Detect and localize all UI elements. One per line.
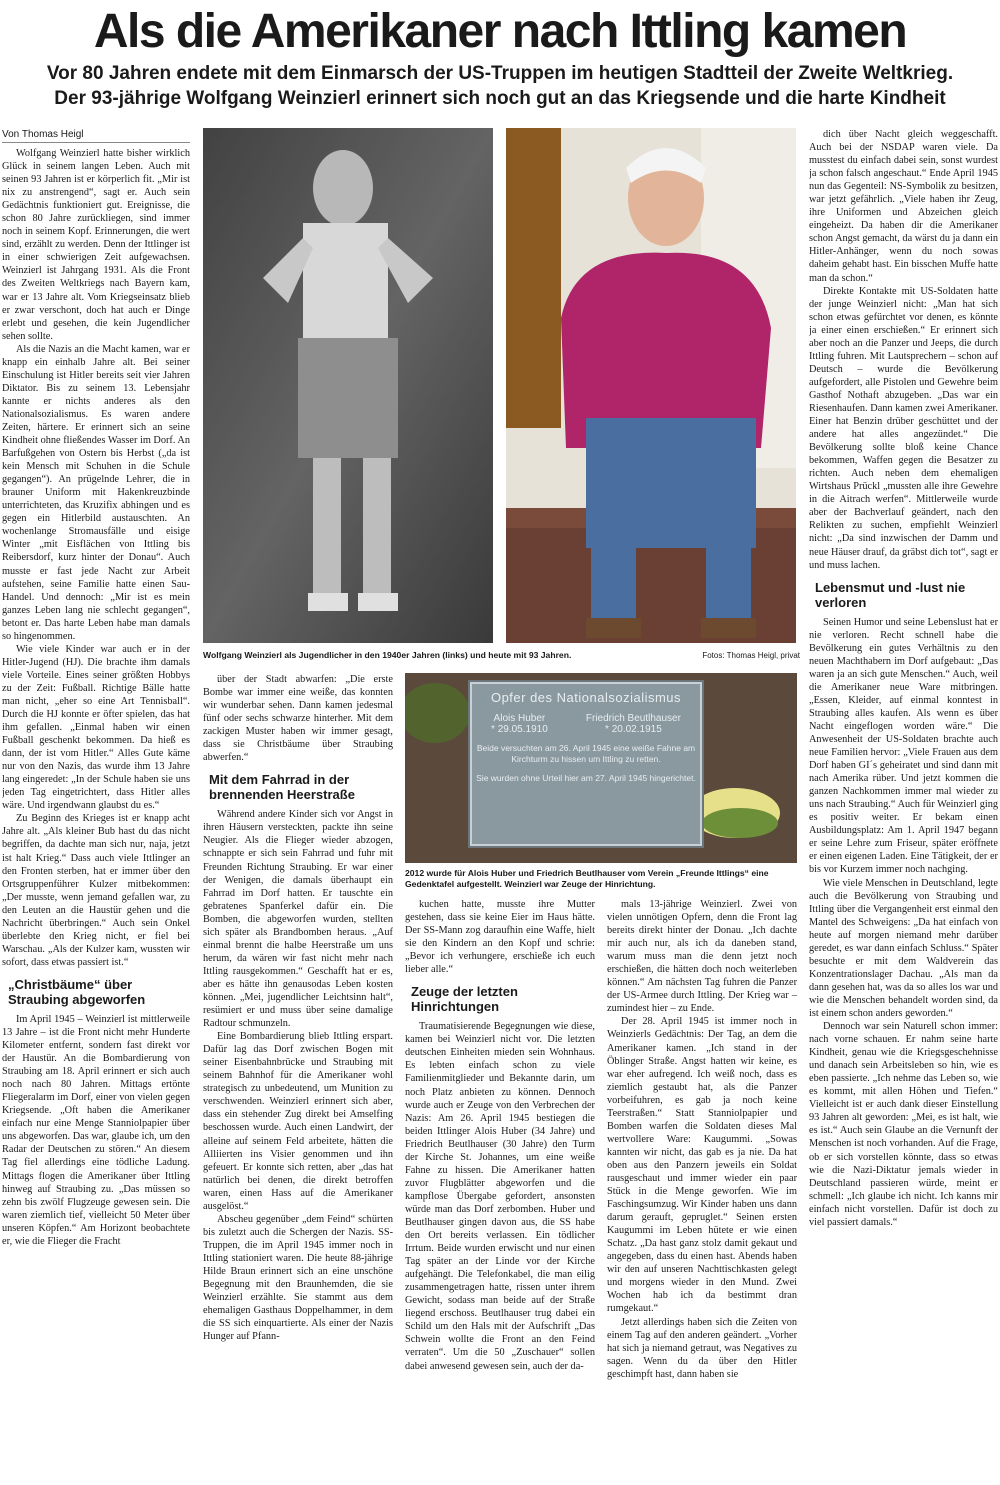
paragraph: Traumatisierende Begegnungen wie diese, kamen bei Weinzierl nicht vor. Die letzten deutschen Einheiten mieden sein Wohnhaus. Es lebten einfach schon zu viele Familienmitglieder und Bekannte darin, um noch Platz anbieten zu können. Dennoch wurde auch er Zeuge von den Verbrechen der Nazis: Am 26. April 1945 bestiegen die beiden Ittlinger Alois Huber (34 Jahre) und Friedrich Beutlhauser (30 Jahre) den Turm der Kirche St. Johannes, um eine weiße Fahne zu hissen. Die Amerikaner hatten zuvor Flugblätter abgeworfen und die kampflose Übergabe gefordert, ansonsten würde man das Dorf zerbomben. Huber und Beutlhauser gingen davon aus, die SS habe den Ort bereits verlassen. Ein tödlicher Irrtum. Beide wurden erwischt und nur einen Tag später an der Linde vor der Kirche aufgehängt. Die Telefonkabel, die man eilig zusammengetragen hatte, rissen unter ihrem Gewicht, sodass man beide auf der Straße liegend erschoss. Beutlhauser trug dabei ein Schild um den Hals mit der Aufschrift „Das Schwein wollte die Front an den Feind verraten“. Um die 50 „Zuschauer“ sollen dabei anwesend gewesen sein, auch der da- [405, 1021, 595, 1372]
subheading-zeuge: Zeuge der letzten Hinrichtungen [411, 984, 518, 1015]
paragraph: kuchen hatte, musste ihre Mutter gestehen, dass sie keine Eier im Haus hätte. Der SS-Mann zog daraufhin eine Waffe, hielt sie den Kindern an den Kopf und schrie: „Bevor ich verhungere, erschieße ich euch lieber alle.“ [405, 899, 595, 976]
plaque-date-1: * 29.05.1910 [491, 724, 548, 735]
subheadline-1: Vor 80 Jahren endete mit dem Einmarsch der US-Truppen im heutigen Stadtteil der Zweite Weltkrieg. [46, 63, 954, 84]
photo-credit: Fotos: Thomas Heigl, privat [702, 651, 800, 660]
memorial-plaque [470, 682, 702, 846]
plaque-caption: 2012 wurde für Alois Huber und Friedrich Beutlhauser vom Verein „Freunde Ittlings“ eine Gedenktafel aufgestellt. Weinzierl war Zeuge der Hinrichtung. [405, 868, 769, 889]
photo-weinzierl-today [506, 128, 796, 643]
plaque-date-2: * 20.02.1915 [605, 724, 662, 735]
paragraph: Wie viele Menschen in Deutschland, legte auch die Bevölkerung von Straubing und Ittling über die Vergangenheit erst einmal den Mantel des Schweigens: „Da hat einfach von heute auf morgen niemand mehr darüber geredet, es war dann einfach Schluss.“ Später besuchte er mit dem Waldverein das Konzentrationslager Dachau. „Als man da dann gesehen hat, was da so alles los war und wie die Menschen behandelt worden sind, da ist einem schon anders geworden.“ [809, 877, 998, 1019]
article-column-3 [405, 898, 595, 1475]
plaque-title: Opfer des Nationalsozialismus [490, 690, 682, 705]
article-column-4 [607, 898, 797, 1475]
paragraph: Der 28. April 1945 ist immer noch in Weinzierls Gedächtnis: Der Tag, an dem die Amerikaner kamen. „Ich stand in der Öblinger Straße. Angst hatten wir keine, es war eher aufregend. Ich weiß noch, dass es ziemlich gestaubt hat, als die Panzer vorbeifuhren, es gab ja noch keine Teerstraßen.“ Statt Stanniolpapier und Bomben warfen die Soldaten dieses Mal wertvollere Ware: Kaugummi. „Sowas kannten wir nicht, das gab es ja nie. Da hat oben aus den Panzern jeweils ein Soldat rausgeschaut und immer wieder ein paar Stück in die Menge geworfen. Wie im Faschingsumzug. Wir Kinder haben uns dann darum gerauft, gepruglet.“ Seinen ersten Kaugummi im Leben hütete er wie einen Schatz. „Da hast ganz stolz damit gekaut und angegeben, dass du einen hast. Abends haben wir den auf unseren Nachttischkasten gelegt und morgens wieder in den Mund. Zwei Wochen hab ich da bestimmt dran rumgekaut.“ [607, 1016, 797, 1315]
paragraph: dich über Nacht gleich weggeschafft. Auch bei der NSDAP waren viele. Da musstest du einfach dabei sein, sonst wurdest ja schon falsch angeschaut.“ Ende April 1945 nun das Gegenteil: NS-Symbolik zu besitzen, war jetzt gefährlich. „Viele haben ihr Zeug, ihre Uniformen und Abzeichen gleich eingeheizt. Da haben dir die Amerikaner schon Angst gemacht, da wärst du ja dann ein Hitler-Anhänger, wenn du noch sowas daheim gehabt hast. Ein bisschen Muffe hatte man da schon.“ [809, 129, 998, 284]
photo-young-weinzierl [203, 128, 493, 643]
byline: Von Thomas Heigl [2, 128, 190, 143]
subheading-lebensmut: Lebensmut und -lust nie verloren [815, 579, 966, 610]
article-column-1 [2, 128, 190, 1474]
plaque-name-2: Friedrich Beutlhauser [585, 713, 681, 724]
article-column-5 [809, 128, 998, 1475]
paragraph: Jetzt allerdings haben sich die Zeiten von einem Tag auf den anderen geändert. „Vorher hat sich ja niemand getraut, was Negatives zu sagen. Wenn du da über den Hitler geschimpft hast, dann haben sie [607, 1316, 797, 1380]
headline: Als die Amerikaner nach Ittling kamen [93, 5, 907, 58]
article-column-2 [203, 673, 393, 1475]
plaque-name-1: Alois Huber [493, 713, 546, 724]
subheading-christbaeume: „Christbäume“ über Straubing abgeworfen [8, 976, 146, 1007]
paragraph: Direkte Kontakte mit US-Soldaten hatte der junge Weinzierl nicht: „Man hat sich schon etwas gefürchtet vor denen, es könnte ja einer einen erschießen.“ Er erinnert sich aber noch an die Panzer und Jeeps, die durch Ittling fuhren. Mit Lautsprechern – schon auf Deutsch – wurde die Bevölkerung aufgefordert, alle Pistolen und Gewehre beim Gasthof Nothaft abzugeben. „Das war ein Riesenhaufen. Dann kamen zwei Amerikaner. Einer hat Benzin drüber geschüttet und der andere hat alles angezündet.“ Die Bevölkerung sollte bloß keine Chance bekommen, Waffen gegen die Besatzer zu richten. Auch neben dem ehemaligen Wirtshaus Prückl „mussten alle ihre Gewehre in die Aitrach werfen“. Mittlerweile wurde aber der Bachverlauf geändert, nach den Relikten zu suchen, empfiehlt Weinzierl nicht: „Da sind inzwischen der Damm und neue Häuser drauf, da gräbst dich tot“, sagt er und muss lachen. [809, 285, 998, 571]
paragraph: mals 13-jährige Weinzierl. Zwei von vielen unnötigen Opfern, denn die Front lag bereits direkt hinter der Donau. „Ich dachte mir auch nur, als ich da daneben stand, warum muss man die denn jetzt noch erschießen, die hätten doch noch weiterleben können.“ Am nächsten Tag fuhren die Panzer der US-Armee durch Ittling. Der Krieg war – zumindest hier – zu Ende. [607, 899, 797, 1015]
paragraph: Zu Beginn des Krieges ist er knapp acht Jahre alt. „Als kleiner Bub hast du das nicht begriffen, da dachte man sich nur, naja, jetzt ist halt Krieg.“ Dass auch viele Ittlinger an den Fronten sterben, hat er immer über den Ortsgruppenführer Kulzer mitbekommen: „Der musste, wenn jemand gefallen war, zu den Leuten an die Haustür gehen und die Nachricht überbringen.“ Auch sein Onkel überlebte den Krieg nicht, er fiel bei Warschau. „Als der Kulzer kam, wussten wir sofort, dass etwas passiert ist.“ [2, 813, 190, 968]
paragraph: Wie viele Kinder war auch er in der Hitler-Jugend (HJ). Die brachte ihm damals viele Vorteile. Eines seiner größten Hobbys zu der Zeit: Fußball. Richtige Bälle hatte man nicht, „eher so eine Art Tennisball“. Durch die HJ konnte er öfter spielen, das hat ihm gefallen. „Einmal haben wir einen Fußball geschenkt bekommen. Da hieß es dann, der ist vom Hitler.“ Alles Gute käme nur von den Nazis, das wurde ihm 13 Jahre lang eingeredet: „In der Schule haben sie uns jeden Tag eingetrichtert, dass Hitler alles wäre. Und irgendwann glaubst du es.“ [2, 643, 190, 812]
paragraph: Eine Bombardierung blieb Ittling erspart. Dafür lag das Dorf zwischen Bogen mit seiner Eisenbahnbrücke und Straubing mit seinem Bahnhof für die Amerikaner wohl strategisch zu unbedeutend, um Munition zu verschwenden. Weinzierl erinnert sich aber, dass ein stehender Zug direkt bei Amselfing beschossen wurde. Auch einen Landwirt, der alleine auf seinem Feld arbeitete, hätten die Alliierten ins Visier genommen und ihn gefeuert. Er konnte sich retten, aber „das hat natürlich bei denen, die direkt betroffen waren, einen Hass auf die Amerikaner ausgelöst.“ [203, 1031, 393, 1212]
paragraph: Seinen Humor und seine Lebenslust hat er nie verloren. Recht schnell habe die Bevölkerung ein gutes Verhältnis zu den neuen Machthabern im Dorf aufgebaut: „Das waren ja an sich gute Menschen.“ Auch, weil die Amerikaner neue Ware mitbringen. „Essen, Kleider, auf einmal konntest in Straubing alles kaufen. Als wenn es über Nacht eingeflogen worden wäre.“ Die Anwesenheit der US-Soldaten brachte auch neue Familien hervor: „Viele Frauen aus dem Dorf haben GI´s geheiratet und sind dann mit nach Amerika rüber. Und jetzt kommen die ganzen Nachkommen immer mal wieder zu uns nach Straubing.“ Auch für Weinzierl ging es positiv weiter. Er bekam einen Ausbildungsplatz: Am 1. April 1947 begann er seine Lehre zum Friseur, später eröffnete er einen eigenen Laden. Eine Tätigkeit, der er bis vor Kurzem immer noch nachging. [809, 616, 998, 876]
paragraph: Abscheu gegenüber „dem Feind“ schürten bis zuletzt auch die Schergen der Nazis. SS-Truppen, die im April 1945 immer noch in Ittling stationiert waren. Die heute 88-jährige Hilde Braun erinnert sich an eine unschöne Begegnung mit den Braunhemden, die sie Weinzierl erzählte. Sie stammt aus dem ehemaligen Gasthaus Doppelhammer, in dem die SS sich einquartierte. Als einer der Nazis Hunger auf Pfann- [203, 1213, 393, 1343]
photo-caption: Wolfgang Weinzierl als Jugendlicher in den 1940er Jahren (links) und heute mit 93 Jahren. [203, 650, 572, 660]
photo-young-weinzierl-image [203, 128, 493, 643]
subheading-fahrrad: Mit dem Fahrrad in der brennenden Heerstraße [209, 772, 355, 803]
plaque-text-1: Beide versuchten am 26. April 1945 eine weiße Fahne am Kirchturm zu hissen um Ittling zu retten. [476, 743, 696, 764]
paragraph: Dennoch war sein Naturell schon immer: nach vorne schauen. Er nahm seine harte Kindheit, genau wie die Kriegsgeschehnisse und danach sein Arbeitsleben so hin, wie es eben passierte. „Ich nehme das Leben so, wie es kommt, mit allen Höhen und Tiefen.“ Vielleicht ist er auch dank dieser Einstellung 93 Jahren alt geworden: „Mei, es ist halt, wie es ist.“ Auch sein Glaube an die Vernunft der Menschen ist noch vorhanden. Auf die Frage, ob er sich vorstellen könnte, dass so etwas wie die Nazi-Diktatur jemals wieder in Deutschland passieren würde, meint er schmell: „Ich glaube ich nicht. Ich kanns mir einfach nicht vorstellen. Dafür ist doch zu viel passiert damals.“ [809, 1021, 998, 1228]
subheadline-2: Der 93-jährige Wolfgang Weinzierl erinnert sich noch gut an das Kriegsende und die harte Kindheit [54, 88, 946, 109]
paragraph: Als die Nazis an die Macht kamen, war er knapp ein einhalb Jahre alt. Bei seiner Einschulung ist Hitler bereits seit vier Jahren Diktator. Bis zu seinem 13. Lebensjahr kannte er nichts anderes als den Nationalsozialismus. Es waren andere Zeiten, härtere. Er erinnert sich an seine Kindheit ohne fließendes Wasser im Dorf. An Barfußgehen von Ostern bis Herbst („da ist kein Mensch mit Schuhen in die Schule gegangen“). An prügelnde Lehrer, die in brauner Uniform mit Hakenkreuzbinde unterrichteten, das Kruzifix abhingen und es gegen ein Hitlerbild austauschten. An wochenlange Stromausfälle und eisige Winter „mit Eisflächen von Ittling bis Reibersdorf, kurz hinter der Donau“. Auch musste er fast jede Nacht zur Arbeit aufstehen, seine Familie hatte einen Sau-Handel. Und dennoch: „Mir ist es mein ganzes Leben lang nie schlecht gegangen“, betont er. Das harte Leben habe man damals so hingenommen. [2, 343, 190, 642]
paragraph: über der Stadt abwarfen: „Die erste Bombe war immer eine weiße, das konnten wir wunderbar sehen. Dann kamen jedesmal fünf oder sechs schwarze hinterher. Mit dem zackigen Muster haben wir immer gesagt, dass sie Christbäume über Straubing abwerfen.“ [203, 674, 393, 764]
paragraph: Im April 1945 – Weinzierl ist mittlerweile 13 Jahre – ist die Front nicht mehr Hunderte Kilometer entfernt, sondern fast direkt vor der Haustür. An die Bombardierung von Straubing am 18. April erinnert er sich auch noch nach 80 Jahren. Mittags ertönte Fliegeralarm im Dorf, einer von vielen gegen Kriegsende. „Oft haben die Amerikaner einfach nur eine Menge Stanniolpapier über uns abgeworfen. Das war, glaube ich, um den Radar der Deutschen zu stören.“ An diesem Tag fiel allerdings eine tödliche Ladung. Mittags flogen die Amerikaner über Ittling hinweg auf Straubing zu. „Das müssen so zehn bis zwölf Flugzeuge gewesen sein. Die waren ziemlich tief, vielleicht 50 Meter über unseren Köpfen.“ Am Horizont beobachtete er, wie die Flieger die Fracht [2, 1013, 190, 1247]
plaque-text-2: Sie wurden ohne Urteil hier am 27. April 1945 hingerichtet. [476, 773, 696, 783]
photo-weinzierl-today-image [506, 128, 796, 643]
paragraph: Wolfgang Weinzierl hatte bisher wirklich Glück in seinem langen Leben. Auch mit seinen 93 Jahren ist er körperlich fit. „Mir ist nix zu anstrengend“, sagt er. Auch sein Gedächtnis funktioniert gut. Ereignisse, die schon 80 Jahre zurückliegen, sind immer noch in seinem Kopf. Erinnerungen, die wert sind, erzählt zu werden. Denn der Ittlinger ist in einer schwierigen Zeit aufgewachsen. Weinzierl ist Jahrgang 1931. Als die Front des Zweiten Weltkriegs nach Bayern kam, war er 13 Jahre alt. Vom Kriegseinsatz blieb er zwar verschont, doch hat auch er Dinge erlebt und gesehen, die kein Jugendlicher sehen sollte. [2, 148, 190, 342]
paragraph: Während andere Kinder sich vor Angst in ihren Häusern versteckten, packte ihn seine Neugier. Als die Flieger wieder abzogen, schnappte er sich sein Fahrrad und fuhr mit Freunden Richtung Straubing. Er war einer der Wenigen, die damals überhaupt ein Fahrrad im Dorf hatten. Er tauschte ein gebratenes Spanferkel dafür ein. Die Bomben, die abgeworfen wurden, stellten sich später als Brandbomben heraus. „Auf einmal brennt die halbe Heerstraße um uns herum, da wären wir fast nicht mehr nach Ittling rausgekommen.“ Geschafft hat er es, aber es hätte ihn genausodas Leben kosten können. „Mei, jugendlicher Leichtsinn halt“, resümiert er und muss über seine damalige Radtour schmunzeln. [203, 809, 393, 1030]
